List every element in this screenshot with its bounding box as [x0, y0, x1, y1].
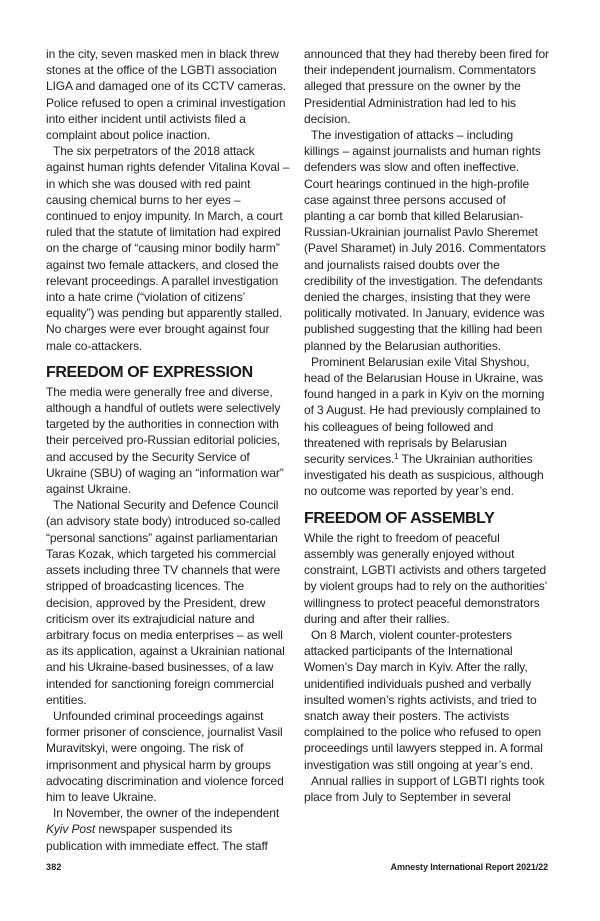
text-run: announced that they had thereby been fired for their independent journalism. Commentators alleged that pressure on the owner by the Presidential Administration had led to his decision. [304, 47, 549, 126]
text-run: While the right to freedom of peaceful assembly was generally enjoyed without constraint, LGBTI activists and others targeted by violent groups had to rely on the authorities’ willingness to protect peaceful demonstrators during and after their rallies. [304, 530, 547, 626]
section-heading: FREEDOM OF ASSEMBLY [304, 509, 495, 527]
text-run: The media were generally free and diverse, although a handful of outlets were selectively targeted by the authorities in connection with their perceived pro-Russian editorial policies, and accused by the Security Service of Ukraine (SBU) of waging an “information war” against Ukraine. [46, 384, 284, 497]
paragraph [304, 127, 549, 354]
text-run: Unfounded criminal proceedings against former prisoner of conscience, journalist Vasil Muravitskyi, were ongoing. The risk of imprisonment and physical harm by groups advocating discrimination and violence forced him to leave Ukraine. [46, 708, 284, 804]
paragraph [304, 354, 549, 500]
page-footer [46, 862, 548, 873]
text-run: Annual rallies in support of LGBTI rights took place from July to September in several [304, 773, 545, 804]
paragraph [304, 530, 549, 627]
paragraph [304, 773, 549, 805]
text-run: The investigation of attacks – including killings – against journalists and human rights defenders was slow and often ineffective. Court hearings continued in the high-profile case against three persons accused of planting a car bomb that killed Belarusian-Russian-Ukrainian journalist Pavlo Sheremet (Pavel Sharamet) in July 2016. Commentators and journalists raised doubts over the credibility of the investigation. The defendants denied the charges, insisting that they were politically motivated. In January, evidence was published suggesting that the killing had been planned by the Belarusian authorities. [304, 128, 546, 353]
text-run: Prominent Belarusian exile Vital Shyshou, head of the Belarusian House in Ukraine, was found hanged in a park in Kyiv on the morning of 3 August. He had previously complained to his colleagues of being followed and threatened with reprisals by Belarusian security services. [304, 354, 545, 467]
paragraph [304, 627, 549, 773]
text-column-left [46, 46, 291, 854]
italic-publication-name: Kyiv Post [46, 822, 96, 837]
text-run: In November, the owner of the independent [53, 806, 280, 821]
section-heading: FREEDOM OF EXPRESSION [46, 363, 253, 381]
text-run: The six perpetrators of the 2018 attack against human rights defender Vitalina Koval – in which she was doused with red paint causing chemical burns to her eyes – continued to enjoy impunity. In March, a court ruled that the statute of limitation had expired on the charge of “causing minor bodily harm” against two female attackers, and closed the relevant proceedings. A parallel investigation into a hate crime (“violation of citizens’ equality”) was pending but apparently stalled. No charges were ever brought against four male co-attackers. [46, 144, 290, 353]
two-column-text-area [46, 46, 548, 854]
footnote-reference: 1 [394, 452, 399, 462]
text-column-right [304, 46, 549, 854]
paragraph [46, 805, 291, 854]
paragraph [304, 46, 549, 127]
paragraph [46, 708, 291, 805]
text-run: On 8 March, violent counter-protesters attacked participants of the International Women’s Day march in Kyiv. After the rally, unidentified individuals pushed and verbally insulted women’s rights activists, and tried to snatch away their posters. The activists complained to the police who refused to open proceedings until lawyers stepped in. A formal investigation was still ongoing at year’s end. [304, 627, 543, 772]
text-run: newspaper suspended its publication with immediate effect. The staff [46, 822, 268, 853]
paragraph [46, 46, 291, 143]
paragraph [46, 143, 291, 354]
report-title: Amnesty International Report 2021/22 [390, 862, 548, 872]
text-run: in the city, seven masked men in black threw stones at the office of the LGBTI association LIGA and damaged one of its CCTV cameras. Police refused to open a criminal investigation into either incident until activists filed a complaint about police inaction. [46, 47, 287, 143]
paragraph [46, 497, 291, 708]
page-number: 382 [46, 862, 62, 872]
text-run: The National Security and Defence Council (an advisory state body) introduced so-called “personal sanctions” against parliamentarian Taras Kozak, which targeted his commercial assets including three TV channels that were stripped of broadcasting licences. The decision, approved by the President, drew criticism over its extrajudicial nature and arbitrary focus on media enterprises – as well as its application, against a Ukrainian national and his Ukraine-based businesses, of a law intended for sanctioning foreign commercial entities. [46, 498, 285, 707]
paragraph [46, 384, 291, 497]
text-run: The Ukrainian authorities investigated his death as suspicious, although no outcome was reported by year’s end. [304, 452, 544, 499]
